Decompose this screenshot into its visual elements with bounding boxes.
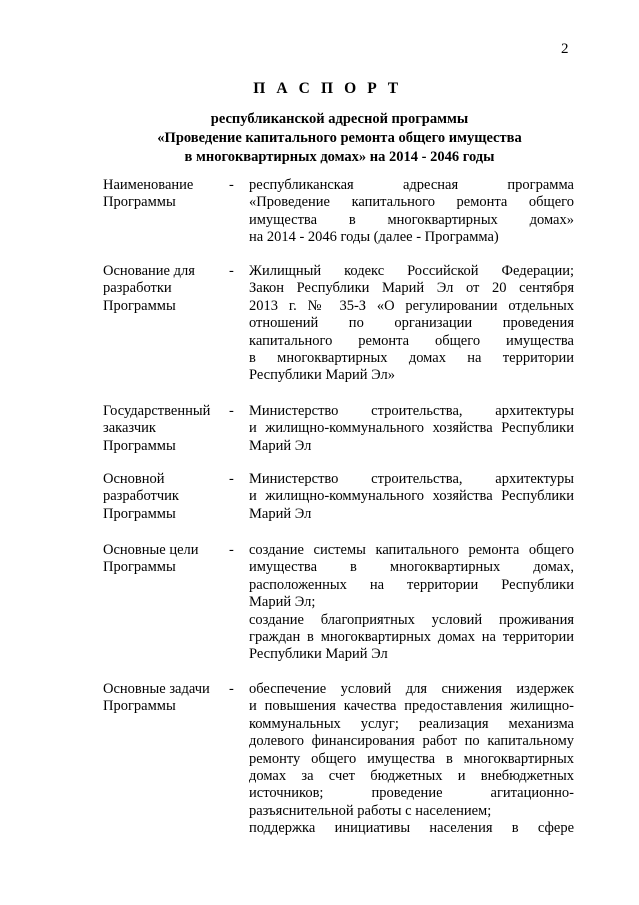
label-line: разработчик bbox=[103, 488, 179, 505]
value-line: ремонту общего имущества в многоквартирных bbox=[249, 750, 574, 767]
subtitle-line: республиканской адресной программы bbox=[210, 111, 469, 127]
label-line: разработки bbox=[103, 280, 172, 297]
label-line: Программы bbox=[103, 297, 176, 314]
label-line: Основные задачи bbox=[103, 681, 210, 697]
row-dash: - bbox=[229, 542, 234, 558]
value-line: разъяснительной работы с населением; bbox=[249, 802, 492, 819]
value-line: и жилищно-коммунального хозяйства Республики bbox=[249, 420, 574, 437]
row-label bbox=[103, 542, 228, 577]
label-line: Программы bbox=[103, 437, 176, 454]
row-label bbox=[103, 177, 228, 212]
value-line: создание благоприятных условий проживания bbox=[249, 611, 574, 628]
value-line: Жилищный кодекс Российской Федерации; bbox=[249, 263, 574, 279]
row-value bbox=[249, 542, 574, 664]
row-value bbox=[249, 471, 574, 523]
document-subtitle bbox=[0, 110, 639, 167]
value-line: Министерство строительства, архитектуры bbox=[249, 403, 574, 419]
value-line: капитального ремонта общего имущества bbox=[249, 332, 574, 349]
value-line: в многоквартирных домах на территории bbox=[249, 349, 574, 366]
subtitle-line: «Проведение капитального ремонта общего имущества bbox=[157, 130, 522, 146]
value-line: «Проведение капитального ремонта общего bbox=[249, 194, 574, 211]
value-line: Марий Эл; bbox=[249, 594, 316, 611]
value-line: источников; проведение агитационно- bbox=[249, 785, 574, 802]
label-line: Основные цели bbox=[103, 542, 199, 558]
row-value bbox=[249, 263, 574, 385]
value-line: и жилищно-коммунального хозяйства Республики bbox=[249, 488, 574, 505]
row-dash: - bbox=[229, 177, 234, 193]
value-line: республиканская адресная программа bbox=[249, 177, 574, 193]
row-value bbox=[249, 403, 574, 455]
value-line: долевого финансирования работ по капитальному bbox=[249, 733, 574, 750]
page-number: 2 bbox=[561, 41, 569, 57]
label-line: Государственный bbox=[103, 403, 211, 419]
subtitle-line: в многоквартирных домах» на 2014 - 2046 годы bbox=[184, 149, 495, 165]
label-line: Наименование bbox=[103, 177, 194, 193]
value-line: Республики Марий Эл» bbox=[249, 367, 395, 384]
value-line: 2013 г. № 35-З «О регулировании отдельных bbox=[249, 297, 574, 314]
row-label bbox=[103, 403, 228, 455]
value-line: Министерство строительства, архитектуры bbox=[249, 471, 574, 487]
document-title: П А С П О Р Т bbox=[253, 80, 402, 97]
value-line: имущества в многоквартирных домах, bbox=[249, 559, 574, 576]
row-dash: - bbox=[229, 263, 234, 279]
row-label bbox=[103, 263, 228, 315]
label-line: заказчик bbox=[103, 420, 156, 437]
value-line: Республики Марий Эл bbox=[249, 646, 388, 663]
label-line: Программы bbox=[103, 698, 176, 715]
row-dash: - bbox=[229, 403, 234, 419]
label-line: Основной bbox=[103, 471, 165, 487]
value-line: создание системы капитального ремонта общего bbox=[249, 542, 574, 558]
value-line: коммунальных услуг; реализация механизма bbox=[249, 715, 574, 732]
label-line: Основание для bbox=[103, 263, 195, 279]
label-line: Программы bbox=[103, 505, 176, 522]
value-line: и повышения качества предоставления жилищно- bbox=[249, 698, 574, 715]
value-line: Закон Республики Марий Эл от 20 сентября bbox=[249, 280, 574, 297]
row-dash: - bbox=[229, 471, 234, 487]
row-dash: - bbox=[229, 681, 234, 697]
value-line: обеспечение условий для снижения издержек bbox=[249, 681, 574, 697]
row-label bbox=[103, 471, 228, 523]
label-line: Программы bbox=[103, 194, 176, 211]
row-value bbox=[249, 681, 574, 838]
row-label bbox=[103, 681, 228, 716]
row-value bbox=[249, 177, 574, 247]
value-line: домах за счет бюджетных и внебюджетных bbox=[249, 767, 574, 784]
value-line: поддержка инициативы населения в сфере bbox=[249, 820, 574, 837]
value-line: Марий Эл bbox=[249, 505, 312, 522]
value-line: имущества в многоквартирных домах» bbox=[249, 211, 574, 228]
value-line: граждан в многоквартирных домах на территории bbox=[249, 628, 574, 645]
value-line: отношений по организации проведения bbox=[249, 315, 574, 332]
value-line: на 2014 - 2046 годы (далее - Программа) bbox=[249, 229, 499, 246]
value-line: расположенных на территории Республики bbox=[249, 576, 574, 593]
label-line: Программы bbox=[103, 559, 176, 576]
value-line: Марий Эл bbox=[249, 437, 312, 454]
